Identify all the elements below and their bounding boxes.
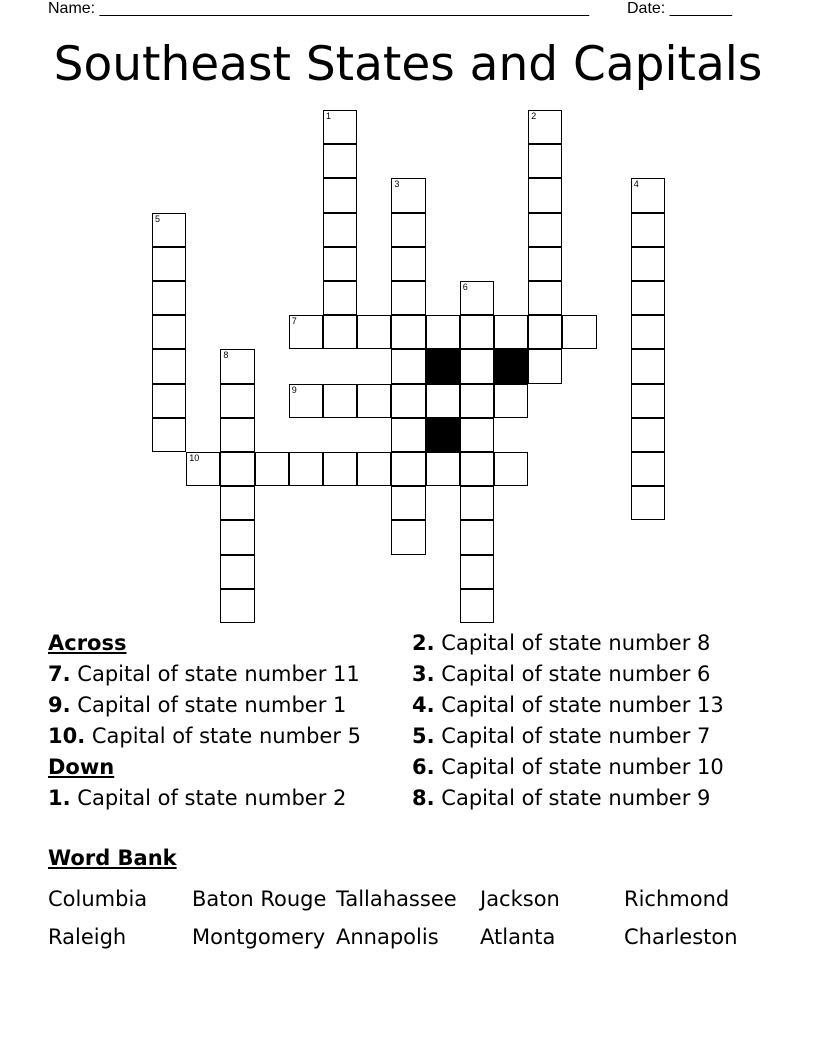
crossword-cell[interactable] (391, 520, 425, 554)
word-bank-item: Annapolis (336, 925, 439, 949)
down-clue (412, 659, 724, 690)
clue-number-label: 6 (462, 282, 468, 292)
crossword-cell[interactable] (631, 384, 665, 418)
down-heading: Down (48, 755, 115, 779)
crossword-cell[interactable] (494, 315, 528, 349)
crossword-cell[interactable] (391, 315, 425, 349)
clue-number: 7. (48, 662, 71, 686)
crossword-cell[interactable] (220, 452, 254, 486)
crossword-cell[interactable] (391, 418, 425, 452)
clue-number: 4. (412, 693, 435, 717)
clue-text: Capital of state number 5 (91, 724, 361, 748)
crossword-cell[interactable] (631, 349, 665, 383)
crossword-cell[interactable] (631, 452, 665, 486)
across-clue (48, 659, 361, 690)
word-bank-item: Jackson (480, 887, 560, 911)
crossword-cell[interactable] (528, 213, 562, 247)
crossword-cell[interactable] (528, 349, 562, 383)
word-bank-heading: Word Bank (48, 846, 177, 870)
crossword-cell[interactable] (460, 589, 494, 623)
crossword-cell[interactable] (220, 486, 254, 520)
crossword-cell[interactable] (528, 315, 562, 349)
crossword-cell[interactable] (220, 555, 254, 589)
word-bank-item: Charleston (624, 925, 738, 949)
crossword-cell[interactable] (460, 418, 494, 452)
crossword-cell[interactable] (631, 486, 665, 520)
word-bank-item: Atlanta (480, 925, 556, 949)
date-line: Date: _______ (627, 0, 732, 17)
crossword-cell[interactable] (152, 247, 186, 281)
clues-left-column (48, 628, 361, 814)
crossword-cell[interactable] (220, 418, 254, 452)
crossword-cell[interactable] (220, 589, 254, 623)
crossword-cell[interactable] (152, 213, 186, 247)
word-bank-item: Columbia (48, 887, 148, 911)
clue-text: Capital of state number 10 (441, 755, 724, 779)
clue-number-label: 1 (326, 111, 332, 121)
crossword-black-cell (426, 349, 460, 383)
crossword-cell[interactable] (220, 520, 254, 554)
crossword-cell[interactable] (357, 384, 391, 418)
crossword-cell[interactable] (460, 315, 494, 349)
word-bank-item: Raleigh (48, 925, 127, 949)
crossword-cell[interactable] (323, 110, 357, 144)
clue-number-label: 4 (633, 179, 639, 190)
crossword-cell[interactable] (289, 384, 323, 418)
clue-number: 5. (412, 724, 435, 748)
crossword-cell[interactable] (357, 452, 391, 486)
clue-text: Capital of state number 2 (77, 786, 347, 810)
crossword-cell[interactable] (152, 315, 186, 349)
down-clue (412, 690, 724, 721)
clue-number: 6. (412, 755, 435, 779)
crossword-cell[interactable] (528, 247, 562, 281)
crossword-cell[interactable] (323, 178, 357, 212)
clues-right-column (412, 628, 724, 814)
word-bank-item: Montgomery (192, 925, 326, 949)
word-bank-item: Baton Rouge (192, 887, 327, 911)
crossword-cell[interactable] (220, 349, 254, 383)
crossword-cell[interactable] (323, 144, 357, 178)
down-clue (412, 628, 724, 659)
down-clue (412, 752, 724, 783)
crossword-cell[interactable] (391, 281, 425, 315)
clue-number: 10. (48, 724, 86, 748)
word-bank (48, 880, 768, 956)
crossword-cell[interactable] (391, 178, 425, 212)
crossword-cell[interactable] (391, 486, 425, 520)
crossword-cell[interactable] (460, 555, 494, 589)
crossword-cell[interactable] (391, 349, 425, 383)
crossword-cell[interactable] (152, 384, 186, 418)
crossword-cell[interactable] (631, 418, 665, 452)
crossword-cell[interactable] (323, 281, 357, 315)
crossword-cell[interactable] (426, 452, 460, 486)
clue-number: 9. (48, 693, 71, 717)
crossword-cell[interactable] (289, 315, 323, 349)
clue-number-label: 8 (223, 350, 229, 361)
crossword-cell[interactable] (494, 452, 528, 486)
clue-number-label: 7 (291, 316, 297, 327)
crossword-cell[interactable] (152, 281, 186, 315)
crossword-cell[interactable] (631, 213, 665, 247)
crossword-cell[interactable] (460, 349, 494, 383)
crossword-cell[interactable] (289, 452, 323, 486)
down-clue (48, 783, 361, 814)
clue-text: Capital of state number 13 (441, 693, 724, 717)
crossword-cell[interactable] (357, 315, 391, 349)
crossword-cell[interactable] (186, 452, 220, 486)
crossword-cell[interactable] (528, 144, 562, 178)
crossword-cell[interactable] (528, 281, 562, 315)
crossword-cell[interactable] (391, 384, 425, 418)
clue-number-label: 10 (189, 453, 200, 463)
crossword-cell[interactable] (631, 315, 665, 349)
clue-text: Capital of state number 8 (441, 631, 711, 655)
clue-number: 1. (48, 786, 71, 810)
crossword-cell[interactable] (255, 452, 289, 486)
down-clue (412, 783, 724, 814)
clue-number: 2. (412, 631, 435, 655)
across-heading: Across (48, 631, 127, 655)
crossword-cell[interactable] (391, 452, 425, 486)
crossword-cell[interactable] (460, 486, 494, 520)
clue-text: Capital of state number 7 (441, 724, 711, 748)
crossword-cell[interactable] (323, 247, 357, 281)
crossword-black-cell (426, 418, 460, 452)
crossword-cell[interactable] (152, 418, 186, 452)
word-bank-item: Tallahassee (336, 887, 457, 911)
clue-number: 3. (412, 662, 435, 686)
crossword-cell[interactable] (494, 384, 528, 418)
clue-text: Capital of state number 9 (441, 786, 711, 810)
crossword-cell[interactable] (323, 384, 357, 418)
crossword-cell[interactable] (460, 384, 494, 418)
across-clue (48, 721, 361, 752)
crossword-cell[interactable] (323, 213, 357, 247)
crossword-cell[interactable] (323, 452, 357, 486)
across-clue (48, 690, 361, 721)
clue-number-label: 3 (394, 179, 400, 190)
crossword-cell[interactable] (152, 349, 186, 383)
clue-text: Capital of state number 1 (77, 693, 347, 717)
crossword-cell[interactable] (528, 110, 562, 144)
crossword-cell[interactable] (460, 452, 494, 486)
crossword-cell[interactable] (391, 213, 425, 247)
crossword-cell[interactable] (426, 315, 460, 349)
crossword-cell[interactable] (220, 384, 254, 418)
clue-text: Capital of state number 11 (77, 662, 360, 686)
down-clue (412, 721, 724, 752)
crossword-cell[interactable] (631, 178, 665, 212)
crossword-cell[interactable] (631, 281, 665, 315)
crossword-cell[interactable] (528, 178, 562, 212)
crossword-cell[interactable] (323, 315, 357, 349)
clue-number-label: 2 (531, 111, 537, 121)
clue-number-label: 5 (155, 213, 161, 224)
crossword-cell[interactable] (460, 281, 494, 315)
word-bank-item: Richmond (624, 887, 730, 911)
clue-number: 8. (412, 786, 435, 810)
clue-text: Capital of state number 6 (441, 662, 711, 686)
name-line: Name: _______________________________________________________ (48, 0, 589, 17)
crossword-cell[interactable] (562, 315, 596, 349)
crossword-cell[interactable] (631, 247, 665, 281)
clue-number-label: 9 (291, 384, 297, 395)
page-title: Southeast States and Capitals (53, 37, 763, 92)
crossword-cell[interactable] (460, 520, 494, 554)
crossword-cell[interactable] (426, 384, 460, 418)
crossword-cell[interactable] (391, 247, 425, 281)
crossword-black-cell (494, 349, 528, 383)
